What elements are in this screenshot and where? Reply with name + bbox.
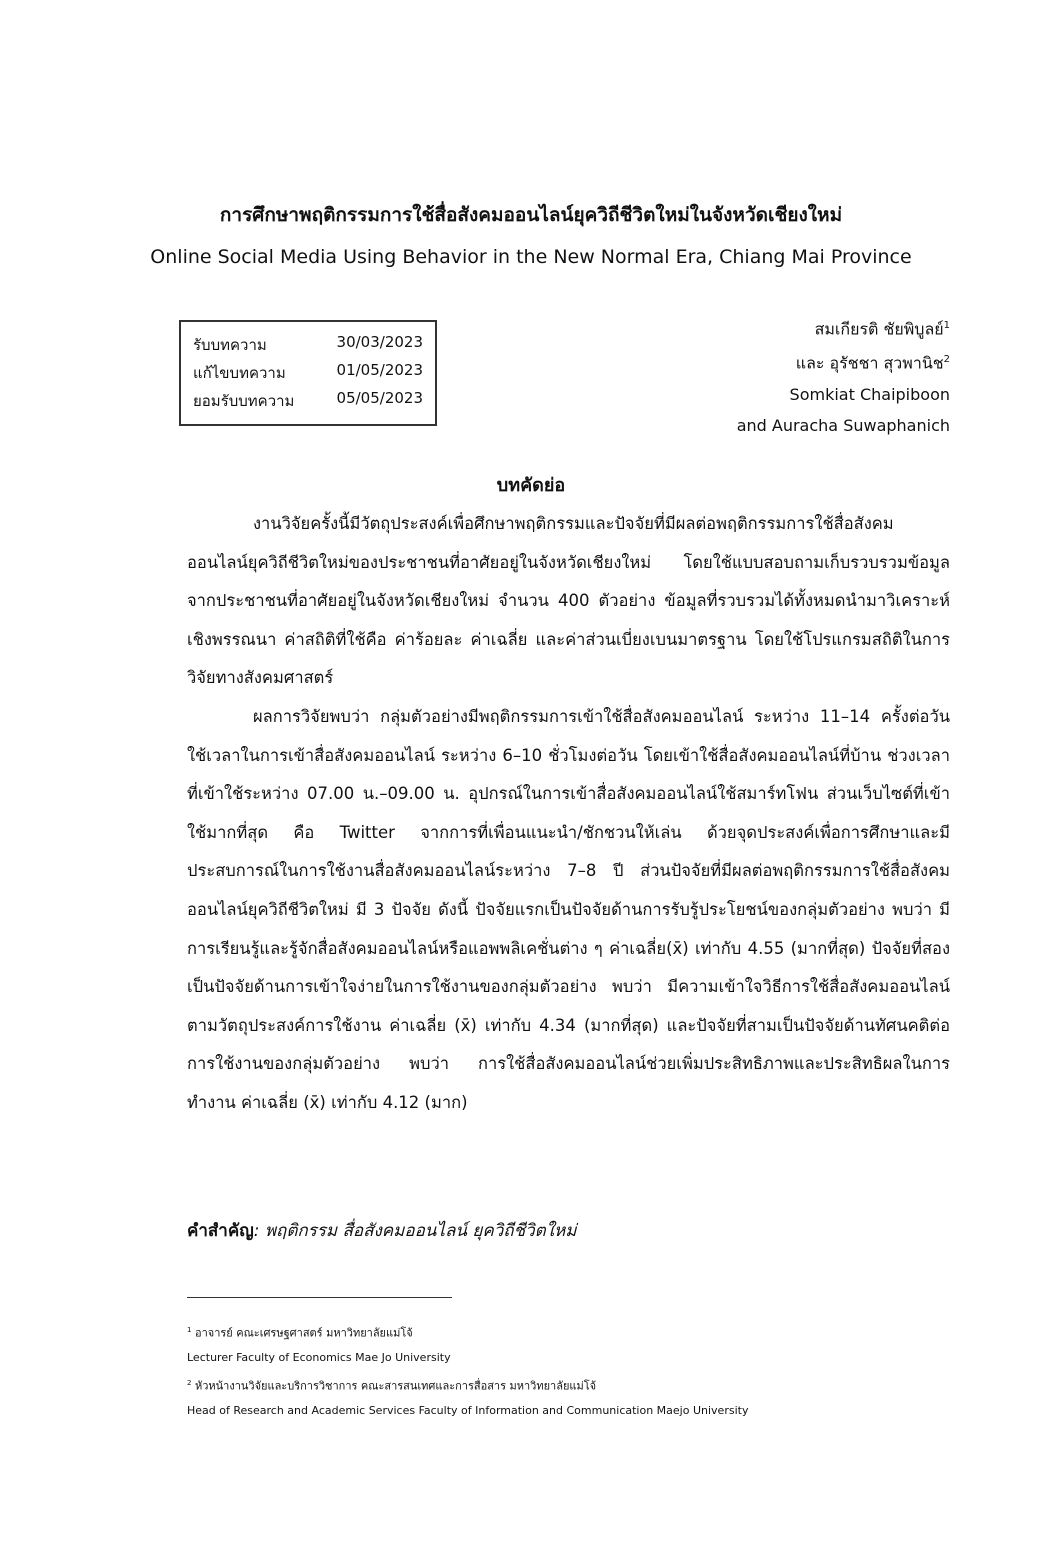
revised-row [193, 361, 423, 385]
footnote-1-english: Lecturer Faculty of Economics Mae Jo University [187, 1351, 451, 1365]
accepted-row [193, 389, 423, 413]
footnote-2-mark: 2 [187, 1378, 192, 1387]
author1-english: Somkiat Chaipiboon [789, 384, 950, 404]
revised-label: แก้ไขบทความ [193, 364, 286, 382]
footnote-1-thai-text: อาจารย์ คณะเศรษฐศาสตร์ มหาวิทยาลัยแม่โจ้ [191, 1326, 413, 1340]
article-dates-box [179, 320, 437, 426]
title-english: Online Social Media Using Behavior in the New Normal Era, Chiang Mai Province [150, 246, 912, 268]
author-block [737, 310, 950, 441]
keywords-label: คำสำคัญ [187, 1221, 254, 1241]
author1-thai-name: สมเกียรติ ชัยพิบูลย์ [814, 319, 944, 339]
footnote-1-mark: 1 [187, 1326, 192, 1334]
title-thai: การศึกษาพฤติกรรมการใช้สื่อสังคมออนไลน์ยุควิถีชีวิตใหม่ในจังหวัดเชียงใหม่ [219, 204, 843, 226]
received-date: 30/03/2023 [336, 333, 423, 351]
author2-english: and Auracha Suwaphanich [736, 415, 950, 435]
author2-thai-name: และ อุรัชชา สุวพานิช [795, 353, 944, 373]
accepted-date: 05/05/2023 [336, 389, 423, 407]
author2-footnote-mark[interactable]: 2 [943, 354, 950, 366]
footnote-2-thai [187, 1371, 748, 1399]
keywords-text: : พฤติกรรม สื่อสังคมออนไลน์ ยุควิถีชีวิตใหม่ [253, 1221, 577, 1241]
abstract-heading: บทคัดย่อ [496, 475, 566, 496]
keywords [187, 1217, 576, 1244]
author2-thai [737, 344, 950, 378]
accepted-label: ยอมรับบทความ [193, 392, 295, 410]
received-row [193, 333, 423, 357]
abstract-body [187, 505, 950, 1123]
footnote-2-english: Head of Research and Academic Services Faculty of Information and Communication Maejo University [187, 1403, 749, 1417]
author1-thai [737, 310, 950, 344]
footnote-1-thai [187, 1318, 748, 1346]
abstract-paragraph-2: ผลการวิจัยพบว่า กลุ่มตัวอย่างมีพฤติกรรมการเข้าใช้สื่อสังคมออนไลน์ ระหว่าง 11–14 ครั้งต่อวัน ใช้เวลาในการเข้าสื่อสังคมออนไลน์ ระหว่าง 6–10 ชั่วโมงต่อวัน โดยเข้าใช้สื่อสังคมออนไลน์ที่บ้าน ช่วงเวลาที่เข้าใช้ระหว่าง 07.00 น.–09.00 น. อุปกรณ์ในการเข้าสื่อสังคมออนไลน์ใช้สมาร์ทโฟน ส่วนเว็บไซต์ที่เข้าใช้มากที่สุด คือ Twitter จากการที่เพื่อนแนะนำ/ชักชวนให้เล่น ด้วยจุดประสงค์เพื่อการศึกษาและมีประสบการณ์ในการใช้งานสื่อสังคมออนไลน์ระหว่าง 7–8 ปี ส่วนปัจจัยที่มีผลต่อพฤติกรรมการใช้สื่อสังคมออนไลน์ยุควิถีชีวิตใหม่ มี 3 ปัจจัย ดังนี้ ปัจจัยแรกเป็นปัจจัยด้านการรับรู้ประโยชน์ของกลุ่มตัวอย่าง พบว่า มีการเรียนรู้และรู้จักสื่อสังคมออนไลน์หรือแอพพลิเคชั่นต่าง ๆ ค่าเฉลี่ย(x̄) เท่ากับ 4.55 (มากที่สุด) ปัจจัยที่สองเป็นปัจจัยด้านการเข้าใจง่ายในการใช้งานของกลุ่มตัวอย่าง พบว่า มีความเข้าใจวิธีการใช้สื่อสังคมออนไลน์ตามวัตถุประสงค์การใช้งาน ค่าเฉลี่ย (x̄) เท่ากับ 4.34 (มากที่สุด) และปัจจัยที่สามเป็นปัจจัยด้านทัศนคติต่อการใช้งานของกลุ่มตัวอย่าง พบว่า การใช้สื่อสังคมออนไลน์ช่วยเพิ่มประสิทธิภาพและประสิทธิผลในการทำงาน ค่าเฉลี่ย (x̄) เท่ากับ 4.12 (มาก) [187, 706, 950, 1112]
revised-date: 01/05/2023 [336, 361, 423, 379]
received-label: รับบทความ [193, 336, 267, 354]
footnotes [187, 1318, 748, 1423]
author1-footnote-mark[interactable]: 1 [943, 320, 950, 331]
footnote-divider [187, 1297, 452, 1298]
footnote-2-thai-text: หัวหน้างานวิจัยและบริการวิชาการ คณะสารสนเทศและการสื่อสาร มหาวิทยาลัยแม่โจ้ [191, 1379, 597, 1393]
abstract-paragraph-1: งานวิจัยครั้งนี้มีวัตถุประสงค์เพื่อศึกษาพฤติกรรมและปัจจัยที่มีผลต่อพฤติกรรมการใช้สื่อสังคมออนไลน์ยุควิถีชีวิตใหม่ของประชาชนที่อาศัยอยู่ในจังหวัดเชียงใหม่ โดยใช้แบบสอบถามเก็บรวบรวมข้อมูลจากประชาชนที่อาศัยอยู่ในจังหวัดเชียงใหม่ จำนวน 400 ตัวอย่าง ข้อมูลที่รวบรวมได้ทั้งหมดนำมาวิเคราะห์เชิงพรรณนา ค่าสถิติที่ใช้คือ ค่าร้อยละ ค่าเฉลี่ย และค่าส่วนเบี่ยงเบนมาตรฐาน โดยใช้โปรแกรมสถิติในการวิจัยทางสังคมศาสตร์ [187, 514, 950, 688]
